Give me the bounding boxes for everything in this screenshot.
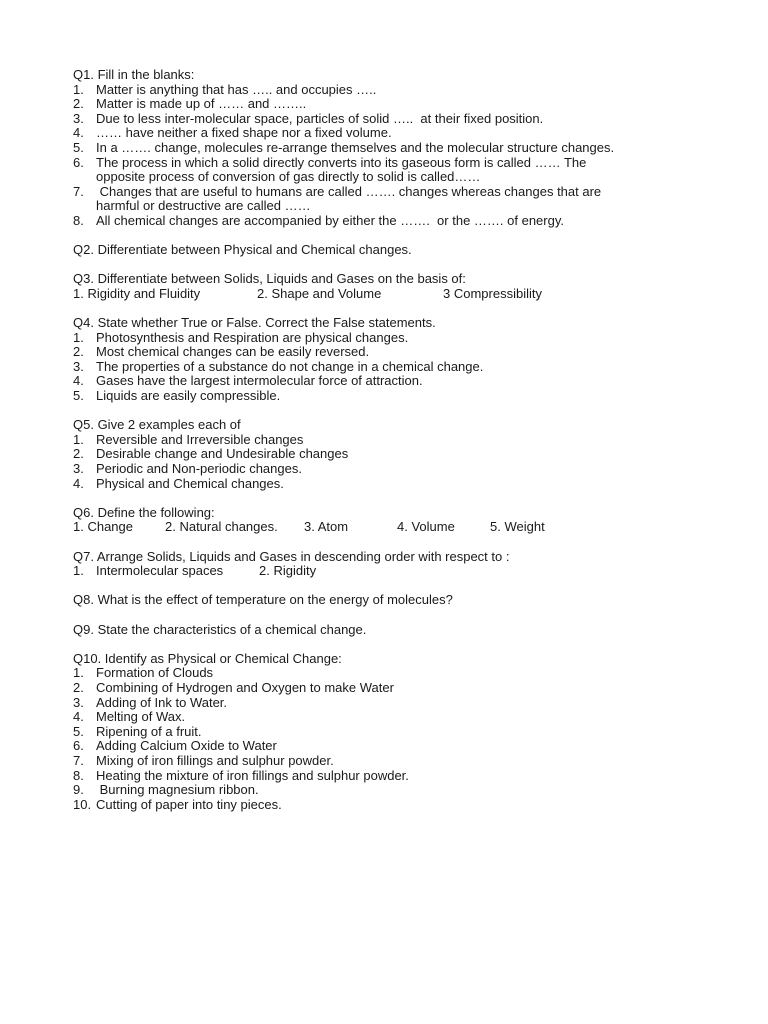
list-item [73,374,723,389]
item-number: 8. [73,767,84,783]
item-text: Most chemical changes can be easily reversed. [96,344,370,360]
list-item [73,345,723,360]
option-text: 2. Rigidity [259,563,317,579]
question-4 [73,316,723,404]
item-number: 5. [73,388,84,404]
item-text: Due to less inter-molecular space, particles of solid ….. at their fixed position. [96,110,544,126]
list-item [73,477,723,492]
item-number: 4. [73,709,84,725]
item-number: 4. [73,125,84,141]
item-number: 6. [73,154,84,170]
list-item [73,681,723,696]
item-text: Formation of Clouds [96,665,214,681]
question-7 [73,550,723,579]
question-heading: Q7. Arrange Solids, Liquids and Gases in descending order with respect to : [73,548,510,564]
list-item [73,462,723,477]
question-9 [73,623,723,638]
list-item [73,433,723,448]
list-item [73,783,723,798]
item-number: 5. [73,723,84,739]
item-text: Matter is anything that has ….. and occupies ….. [96,81,377,97]
item-number: 3. [73,461,84,477]
item-text: Desirable change and Undesirable changes [96,446,349,462]
item-number: 5. [73,139,84,155]
item-number: 1. [73,329,84,345]
list-item [73,769,723,784]
item-number: 7. [73,183,84,199]
option-text: 3. Atom [304,519,349,535]
item-text: Combining of Hydrogen and Oxygen to make Water [96,679,394,695]
list-item [73,185,723,214]
item-text: Adding Calcium Oxide to Water [96,738,277,754]
item-text: Photosynthesis and Respiration are physical changes. [96,329,409,345]
item-text: Cutting of paper into tiny pieces. [96,796,282,812]
list-item [73,112,723,127]
option-text: 5. Weight [490,519,545,535]
item-text: Ripening of a fruit. [96,723,202,739]
item-text: Gases have the largest intermolecular force of attraction. [96,373,423,389]
item-text: All chemical changes are accompanied by either the ……. or the ……. of energy. [96,212,564,228]
question-5 [73,418,723,491]
item-number: 3. [73,694,84,710]
question-8 [73,593,723,608]
question-heading: Q10. Identify as Physical or Chemical Change: [73,650,342,666]
item-text: In a ……. change, molecules re-arrange themselves and the molecular structure changes. [96,139,615,155]
item-number: 7. [73,752,84,768]
question-heading: Q9. State the characteristics of a chemical change. [73,621,367,637]
item-number: 1. [73,431,84,447]
item-text: Physical and Chemical changes. [96,475,284,491]
list-item [73,331,723,346]
item-text: Liquids are easily compressible. [96,388,281,404]
question-2 [73,243,723,258]
item-number: 2. [73,96,84,112]
item-text: Heating the mixture of iron fillings and sulphur powder. [96,767,409,783]
question-10 [73,652,723,813]
question-heading: Q2. Differentiate between Physical and Chemical changes. [73,242,412,258]
option-text: Intermolecular spaces [96,563,224,579]
option-text: 4. Volume [397,519,455,535]
list-item [73,739,723,754]
list-item [73,447,723,462]
question-heading: Q4. State whether True or False. Correct the False statements. [73,315,436,331]
question-heading: Q1. Fill in the blanks: [73,67,195,82]
item-text: Melting of Wax. [96,709,186,725]
item-text: Adding of Ink to Water. [96,694,228,710]
item-text: The properties of a substance do not change in a chemical change. [96,358,484,374]
list-item [73,725,723,740]
worksheet-page [73,68,723,812]
option-text: 1. Rigidity and Fluidity [73,285,201,301]
list-item [73,389,723,404]
list-item [73,798,723,813]
item-number: 3. [73,358,84,374]
question-heading: Q8. What is the effect of temperature on the energy of molecules? [73,592,453,608]
list-item [73,141,723,156]
list-item [73,156,723,185]
list-item [73,360,723,375]
list-item [73,754,723,769]
item-number: 1. [73,563,84,579]
item-text: Mixing of iron fillings and sulphur powder. [96,752,334,768]
option-text: 2. Shape and Volume [257,285,382,301]
item-number: 8. [73,212,84,228]
item-text: Changes that are useful to humans are called ……. changes whereas changes that are harmful or destructive are called …… [96,183,602,214]
item-number: 9. [73,782,84,798]
question-heading: Q5. Give 2 examples each of [73,417,241,433]
item-number: 2. [73,446,84,462]
item-number: 10. [73,796,92,812]
item-number: 6. [73,738,84,754]
item-number: 1. [73,81,84,97]
option-row [73,520,723,535]
list-item [73,214,723,229]
question-heading: Q3. Differentiate between Solids, Liquids and Gases on the basis of: [73,271,466,287]
list-item [73,696,723,711]
item-number: 2. [73,344,84,360]
option-row [73,564,723,579]
item-number: 2. [73,679,84,695]
question-3 [73,272,723,301]
item-text: Reversible and Irreversible changes [96,431,304,447]
item-text: Matter is made up of …… and …….. [96,96,307,112]
question-6 [73,506,723,535]
item-text: Burning magnesium ribbon. [96,782,259,798]
option-row [73,287,723,302]
option-text: 3 Compressibility [443,285,542,301]
list-item [73,126,723,141]
item-text: The process in which a solid directly converts into its gaseous form is called …… The opposite process of conversion of gas directly to solid is called…… [96,154,587,185]
item-text: …… have neither a fixed shape nor a fixed volume. [96,125,392,141]
list-item [73,97,723,112]
list-item [73,710,723,725]
question-1 [73,68,723,229]
list-item [73,666,723,681]
item-number: 1. [73,665,84,681]
question-heading: Q6. Define the following: [73,504,215,520]
option-text: 1. Change [73,519,133,535]
item-number: 4. [73,475,84,491]
list-item [73,83,723,98]
item-text: Periodic and Non-periodic changes. [96,461,302,477]
item-number: 4. [73,373,84,389]
option-text: 2. Natural changes. [165,519,278,535]
item-number: 3. [73,110,84,126]
